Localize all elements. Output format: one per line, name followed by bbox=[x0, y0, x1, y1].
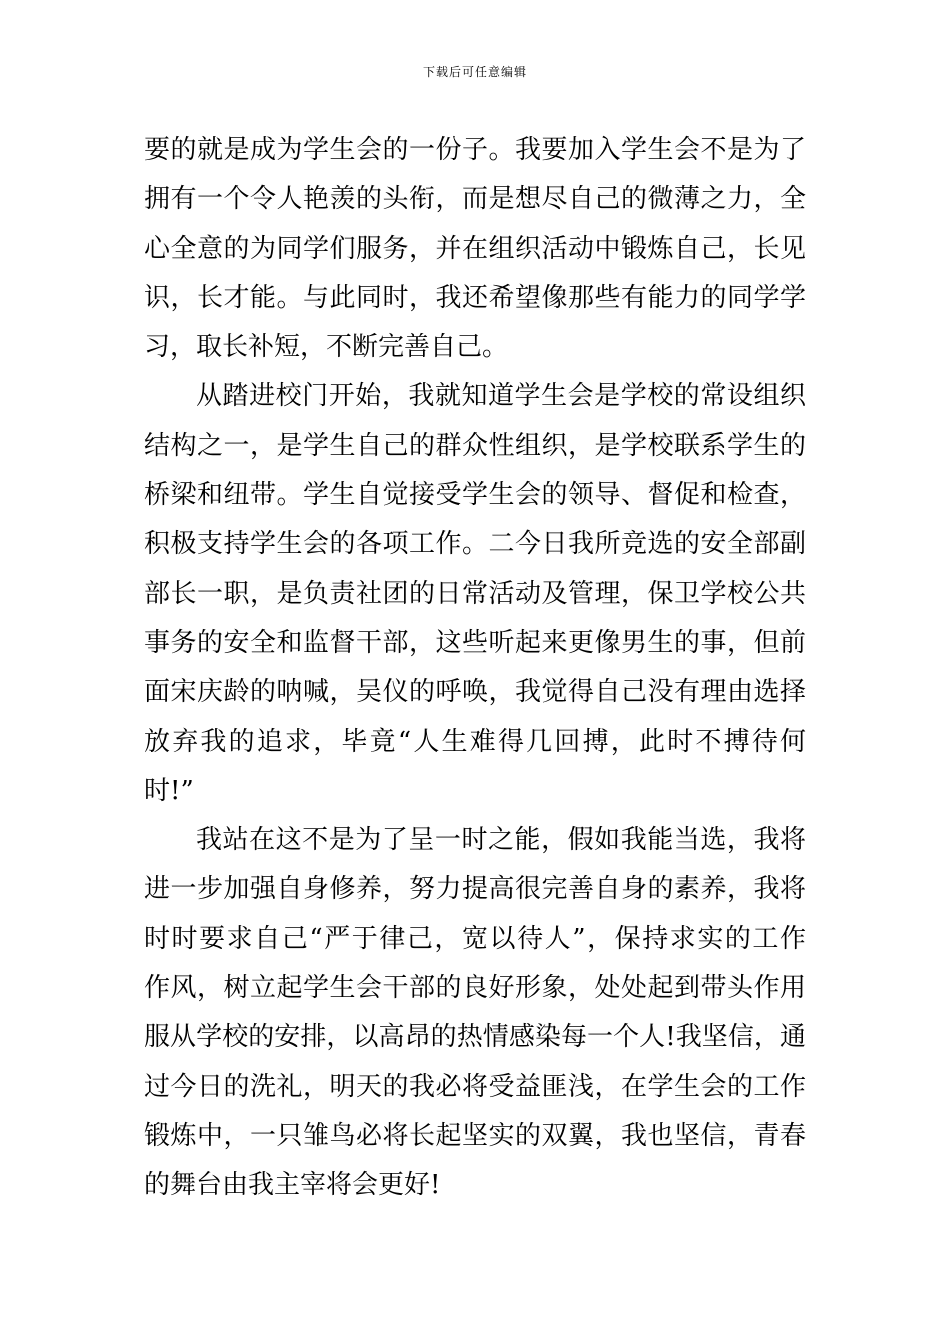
text-line: 积极支持学生会的各项工作。二今日我所竞选的安全部副 bbox=[144, 529, 806, 560]
text-line: 锻炼中，一只雏鸟必将长起坚实的双翼，我也坚信，青春 bbox=[144, 1120, 806, 1151]
text-line: 部长一职，是负责社团的日常活动及管理，保卫学校公共 bbox=[144, 578, 806, 609]
text-line: 过今日的洗礼，明天的我必将受益匪浅，在学生会的工作 bbox=[144, 1071, 806, 1102]
text-line: 事务的安全和监督干部，这些听起来更像男生的事，但前 bbox=[144, 627, 806, 658]
document-body bbox=[144, 126, 806, 1211]
text-line: 时时要求自己“严于律己，宽以待人”，保持求实的工作 bbox=[144, 923, 806, 954]
paragraph-first-line: 我站在这不是为了呈一时之能，假如我能当选，我将 bbox=[196, 825, 806, 856]
text-line: 的舞台由我主宰将会更好! bbox=[144, 1170, 441, 1201]
text-line: 要的就是成为学生会的一份子。我要加入学生会不是为了 bbox=[144, 135, 806, 165]
text-line: 放弃我的追求，毕竟“人生难得几回搏，此时不搏待何 bbox=[144, 726, 806, 757]
text-line: 作风，树立起学生会干部的良好形象，处处起到带头作用 bbox=[144, 973, 806, 1004]
text-line: 拥有一个令人艳羡的头衔，而是想尽自己的微薄之力，全 bbox=[144, 184, 806, 215]
paragraph-first-line: 从踏进校门开始，我就知道学生会是学校的常设组织 bbox=[196, 381, 806, 412]
text-line: 进一步加强自身修养，努力提高很完善自身的素养，我将 bbox=[144, 874, 806, 905]
page-header-note: 下载后可任意编辑 bbox=[422, 65, 527, 79]
text-line: 结构之一，是学生自己的群众性组织，是学校联系学生的 bbox=[144, 430, 806, 461]
text-line: 面宋庆龄的呐喊，吴仪的呼唤，我觉得自己没有理由选择 bbox=[144, 677, 806, 708]
text-line: 服从学校的安排，以高昂的热情感染每一个人!我坚信，通 bbox=[144, 1022, 806, 1053]
text-line: 时!” bbox=[144, 775, 194, 806]
text-line: 习，取长补短，不断完善自己。 bbox=[144, 332, 509, 363]
text-line: 桥梁和纽带。学生自觉接受学生会的领导、督促和检查， bbox=[144, 480, 806, 511]
text-line: 识，长才能。与此同时，我还希望像那些有能力的同学学 bbox=[144, 282, 806, 313]
text-line: 心全意的为同学们服务，并在组织活动中锻炼自己，长见 bbox=[144, 233, 806, 264]
